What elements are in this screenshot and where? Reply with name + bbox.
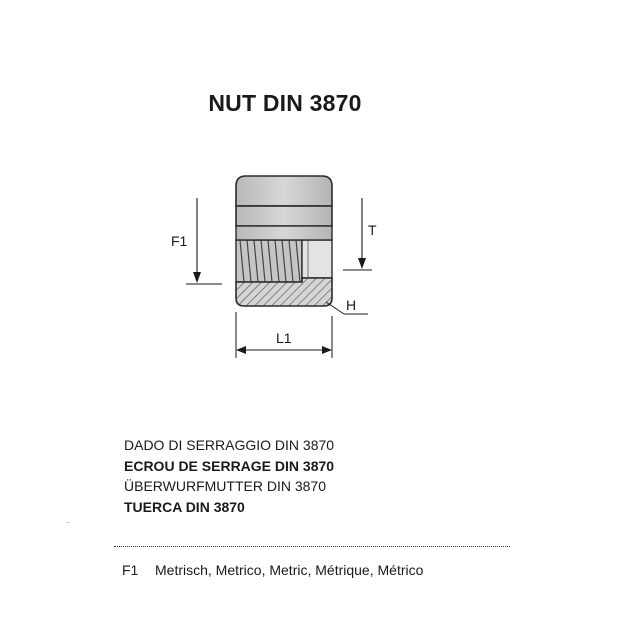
- product-names: [124, 435, 334, 517]
- name-german: ÜBERWURFMUTTER DIN 3870: [124, 478, 326, 494]
- label-t: T: [368, 222, 377, 238]
- nut-body: [236, 176, 332, 306]
- name-french: ECROU DE SERRAGE DIN 3870: [124, 457, 335, 474]
- dimension-l1: [236, 312, 332, 358]
- stray-mark: ..: [66, 518, 70, 525]
- legend-row: [122, 562, 423, 578]
- legend-key: F1: [122, 562, 139, 578]
- label-h: H: [346, 297, 357, 313]
- page-title: NUT DIN 3870: [208, 90, 362, 116]
- dimension-f1: [171, 198, 222, 284]
- label-f1: F1: [171, 233, 188, 249]
- name-italian: DADO DI SERRAGGIO DIN 3870: [124, 437, 335, 453]
- legend-value: Metrisch, Metrico, Metric, Métrique, Métrico: [155, 562, 424, 578]
- label-l1: L1: [276, 330, 292, 346]
- name-spanish: TUERCA DIN 3870: [124, 498, 245, 515]
- dimension-t: [343, 198, 377, 270]
- dotted-divider: [114, 546, 510, 547]
